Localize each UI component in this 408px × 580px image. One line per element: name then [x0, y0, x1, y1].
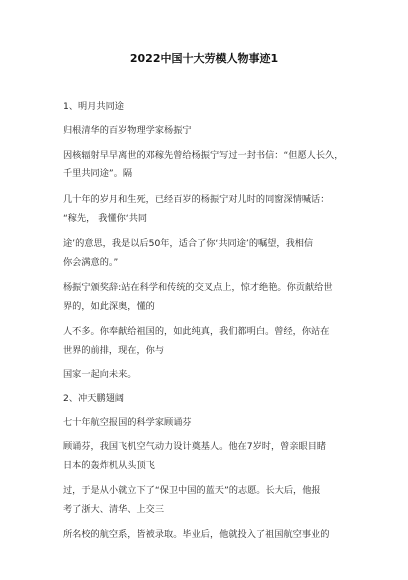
paragraph-line: 途’的意思，我是以后50年，适合了你‘共同途’的嘱望，我相信	[63, 238, 314, 249]
paragraph-line: “稼先， 我懂你‘共同	[63, 213, 148, 224]
paragraph-line: 人不多。你奉献给祖国的，如此纯真，我们都明白。曾经，你站在	[63, 326, 330, 337]
paragraph-line: 几十年的岁月和生死，已经百岁的杨振宁对儿时的同窗深情喊话：	[63, 194, 330, 205]
paragraph-line: 顾诵芬，我国飞机空气动力设计奠基人。他在7岁时，曾亲眼目睹	[63, 441, 327, 452]
paragraph-line: 杨振宁颁奖辞:站在科学和传统的交叉点上，惊才绝艳。你贡献给世	[63, 282, 333, 293]
paragraph-line: 因核辐射早早离世的邓稼先曾给杨振宁写过一封书信：“但愿人长久，	[63, 150, 344, 161]
paragraph-line: 千里共同途”。隔	[63, 168, 133, 179]
paragraph-line: 考了浙大、清华、上交三	[63, 504, 165, 515]
paragraph-line: 日本的轰炸机从头顶飞	[63, 460, 155, 471]
paragraph-line: 你会满意的。”	[63, 257, 119, 268]
paragraph-line: 所名校的航空系，皆被录取。毕业后，他就投入了祖国航空事业的	[63, 529, 330, 540]
paragraph-line: 国家一起向未来。	[63, 369, 137, 380]
paragraph-line: 界的，如此深奥，懂的	[63, 301, 155, 312]
section-heading-1: 1、明月共同途	[63, 101, 124, 112]
subtitle-1: 归根清华的百岁物理学家杨振宁	[63, 125, 192, 136]
paragraph-line: 世界的前排，现在，你与	[63, 345, 165, 356]
subtitle-2: 七十年航空报国的科学家顾诵芬	[63, 417, 192, 428]
section-heading-2: 2、冲天鹏翅阔	[63, 393, 124, 404]
document-title: 2022中国十大劳模人物事迹1	[129, 52, 279, 65]
paragraph-line: 过，于是从小就立下了“保卫中国的蓝天”的志愿。长大后，他报	[63, 485, 321, 496]
